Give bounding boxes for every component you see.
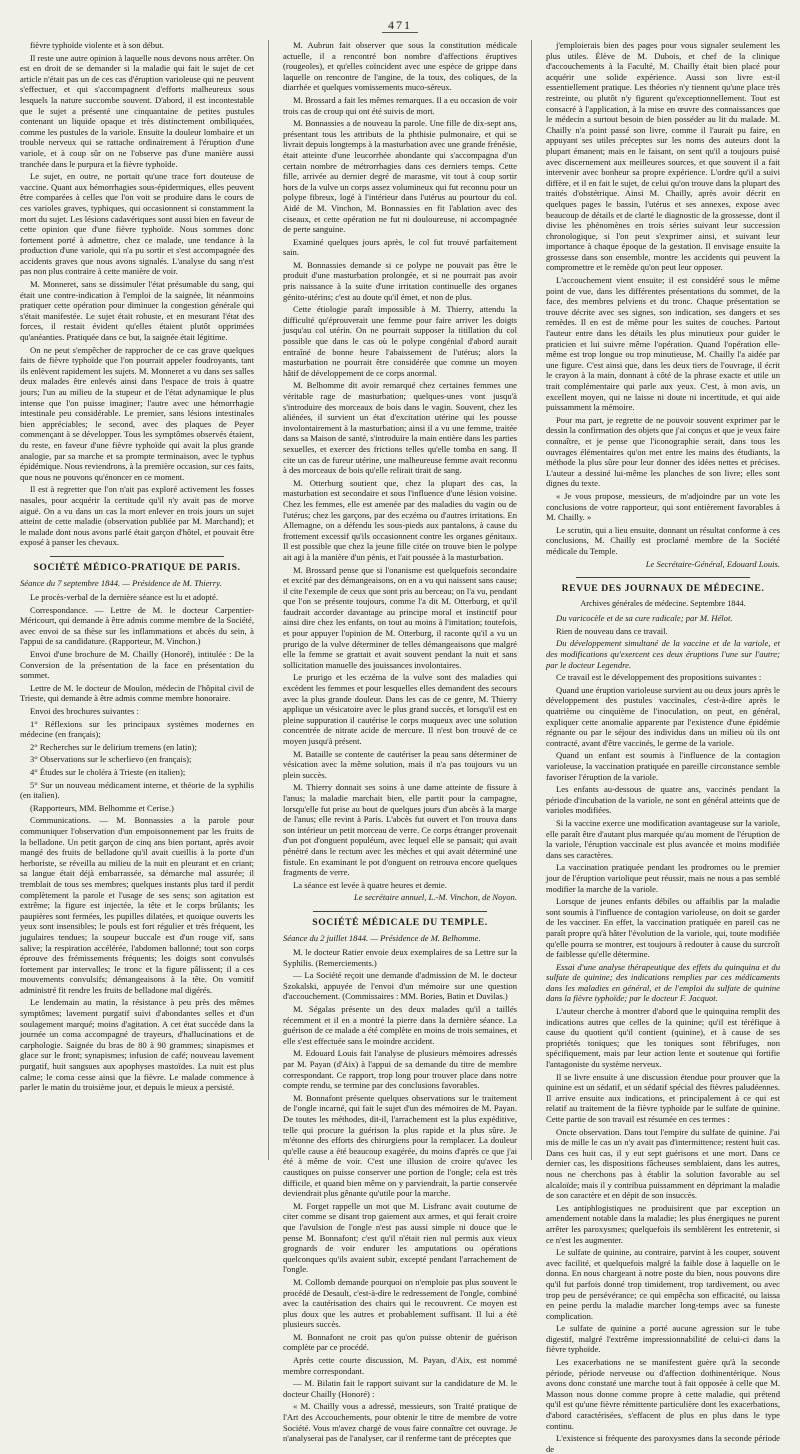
page-number: 471 bbox=[20, 18, 780, 36]
paragraph: M. le docteur Ratier envoie deux exemplaires de sa Lettre sur la Syphilis. (Remerciements.) bbox=[283, 947, 517, 968]
paragraph: 3° Observations sur le scherlievo (en français); bbox=[30, 754, 192, 765]
paragraph: — La Société reçoit une demande d'admission de M. le docteur Szokalski, appuyée de l'envoi d'un mémoire sur une question d'accouchement. (Commissaires : MM. Bories, Batin et Duvilas.) bbox=[283, 970, 517, 1002]
section-divider bbox=[576, 577, 750, 578]
column-1 bbox=[20, 40, 254, 1160]
paragraph: M. Edouard Louis fait l'analyse de plusieurs mémoires adressés par M. Payan (d'Aix) à l'appui de sa demande du titre de membre correspondant. Ce rapport, trop long pour trouver place dans notre compte rendu, se termine par des conclusions favorables. bbox=[283, 1048, 517, 1091]
paragraph: Le sulfate de quinine, au contraire, parvint à les couper, souvent avec facilité, et quelquefois malgré la faible dose à laquelle on le donna. En nous chargeant à notre poste du bien, nous pouvons dire qu'il fut parfois donné trop timidement, trop tardivement, ou avec trop peu de persévérance; ce qui empêcha son efficacité, ou laissa en peine perdu la maladie marcher long-temps avec sa funeste complication. bbox=[546, 1247, 780, 1321]
paragraph: Le prurigo et les eczéma de la vulve sont des maladies qui excèdent les femmes et pour lesquelles elles demandent des secours avec la plus grande douleur. Dans les cas de ce genre, M. Thierry applique un vésicatoire avec le plus grand succès, et lorsqu'il est en pleine suppuration il cautérise le corps muqueux avec une solution concentrée de nitrate acide de mercure. Il n'est bon trouvé de ce moyen jusqu'à présent. bbox=[283, 672, 517, 746]
paragraph: Les antiphlogistiques ne produisirent que par exception un amendement notable dans la maladie; les plus énergiques ne purent arrêter les paroxysmes; quelquefois ils semblèrent les entretenir, si ce n'est les augmenter. bbox=[546, 1202, 780, 1245]
paragraph: Le lendemain au matin, la résistance à peu près des mêmes symptômes; lavement purgatif suivi d'abondantes selles et d'un soulagement marqué; moins d'agitation. A cet état succède dans la journée un coma accompagné de trayeurs, d'hallucinations et de carphologie. Saignée du bras de 80 à 90 grammes; sinapismes et glace sur le front; synapismes; infusion de café; nouveau lavement purgatif, huit sangsues aux apophyses mastoïdes. La nuit est plus calme; le coma cesse ainsi que la fièvre. Le malade commence à parler le matin du troisième jour, et depuis le mieux a persisté. bbox=[20, 997, 254, 1093]
paragraph: 2° Recherches sur le delirium tremens (en latin); bbox=[30, 741, 197, 752]
paragraph: Le procès-verbal de la dernière séance est lu et adopté. bbox=[30, 592, 219, 603]
paragraph: La séance est levée à quatre heures et demie. bbox=[293, 879, 447, 890]
paragraph: Il reste une autre opinion à laquelle nous devons nous arrêter. On est en droit de se demander si la maladie qui fait le sujet de cet article n'était pas un de ces cas d'éruption varioleuse qui ne peuvent s'effectuer, et qui s'accompagnent d'efforts malheureux sous lesquels la nature succombe souvent. D'abord, il est incontestable que le sujet a présenté une cinquantaine de petites pustules contenant un liquide opaque et très distinctement ombiliquées, comme les pustules de la variole. Ensuite la douleur lombaire et un trouble nerveux qui se rattache ordinairement à l'éruption d'une variole, et à coup sûr on ne l'observe pas d'une manière aussi tranchée dans le purpura et la fièvre typhoïde. bbox=[20, 52, 254, 169]
paragraph: M. Forget rappelle un mot que M. Lisfranc avait coutume de citer comme se disant trop gaiement aux armes, et qui ferait croire que l'avulsion de l'ongle n'est pas aussi simple ni douce que le pense M. Bonnafont; c'est qu'il n'était rien nul permis aux vieux grognards de voir endurer les amputations ou opérations quelconques qu'ils avaient subir, excepté pendant l'arrachement de l'ongle. bbox=[283, 1200, 517, 1275]
paragraph: Quand une éruption varioleuse survient au ou deux jours après le développement des pustules vaccinales, c'est-à-dire après le quatrième ou cinquième de l'inoculation, on peut, en général, expliquer cette anomalie apparente par l'existence d'une épidémie régnante ou par le séjour des individus dans un milieu où ils ont contracté, avant d'être vaccinés, le germe de la variole. bbox=[546, 684, 780, 748]
section-divider bbox=[313, 911, 487, 912]
paragraph: « Je vous propose, messieurs, de m'adjoindre par un vote les conclusions de votre rapporteur, qui sont entièrement favorables à M. Chailly. » bbox=[546, 490, 780, 523]
paragraph: « M. Chailly vous a adressé, messieurs, son Traité pratique de l'Art des Accouchements, pour obtenir le titre de membre de votre Société. Vous m'avez chargé de vous faire connaître cet ouvrage. Je n'analyserai pas de l'analyser, car il renferme tant de préceptes que bbox=[283, 1401, 517, 1444]
paragraph: La vaccination pratiquée pendant les prodromes ou le premier jour de l'éruption variolique peut réussir, mais ne nous a pas semblé modifier la marche de la variole. bbox=[546, 862, 780, 894]
paragraph: Cette étiologie paraît impossible à M. Thierry, attendu la difficulté qu'éprouverait une femme pour faire arriver les doigts jusqu'au col utérin. On ne pourrait supposer la titillation du col possible que dans le cas où le polype congénial d'abord aurait entraîné de bonne heure l'abaissement de l'utérus; alors la masturbation ne pourrait être considérée que comme un moyen hâtif de développement de ce corps anormal. bbox=[283, 304, 517, 378]
paragraph: M. Monneret, sans se dissimuler l'état présumable du sang, qui était une contre-indication à l'emploi de la saignée, lit néanmoins pratiquer cette opération pour diminuer la congestion générale qui s'était manifestée. Le sujet était robuste, et en mesurant l'état des forces, il restait évident qu'elles étaient plutôt opprimées qu'anéanties. Pratiquée dans ce but, la saignée était légitime. bbox=[20, 279, 254, 343]
paragraph: M. Collomb demande pourquoi on n'emploie pas plus souvent le procédé de Desault, c'est-à-dire le redressement de l'ongle, combiné avec la cautérisation des chairs qui le recouvrent. Ce moyen est plus doux que les autres et probablement suffisant. Il lui a été plusieurs succès. bbox=[283, 1276, 517, 1330]
paragraph: Communications. — M. Bonnassies a la parole pour communiquer l'observation d'un empoisonnement par les fruits de la belladone. Un petit garçon de cinq ans bien portant, après avoir mangé des fruits de belladone qu'il avait cueillis à la porte d'un herboriste, se réveilla au milieu de la nuit en pleurant et en criant; sa langue était déjà embarrassée, sa démarche mal assurée; il tremblait de tous ses membres; quelques instants plus tard il perdit complètement la parole et l'usage de ses sens; son agitation est extrême; la figure est injectée, la tête et le corps brûlants; les paupières sont fermées, les pupilles dilatées, et quoique ouverts les yeux sont insensibles; le pouls est fort régulier et très fréquent, les jugulaires tendues; la soupeur buccale est d'un rouge vif, sans salive; la respiration accélérée, l'abdomen ballonné; tout son corps éprouve des frémissements fréquents; les doigts sont convulsés fortement par intervalles; le tronc et la figure pâlissent; il a ces mouvements convulsifs; démangeaisons à la tête. On vomitif administré fit rendre les fruits de belladone mal digérés. bbox=[20, 815, 254, 995]
columns bbox=[20, 40, 780, 1454]
column-3 bbox=[546, 40, 780, 1454]
paragraph: M. Bonnassies a de nouveau la parole. Une fille de dix-sept ans, présentant tous les attributs de la phthisie pulmonaire, et qui se livrait depuis longtemps à la masturbation avec une grande frénésie, était atteinte d'une leucorrhée abondante qui s'accompagna d'un certain nombre de métrorrhagies dans ces derniers temps. Cette fille, arrivée au dernier degré de marasme, vit tout à coup sortir hors de la vulve un corps assez volumineux qui fut reconnu pour un polype fibreux, logé à l'intérieur dans l'utérus au pourtour du col. Aidé de M. Vinchon, M. Bonnassies en fit l'ablation avec des ciseaux, et cette opération ne fut ni douloureuse, ni accompagnée de perte sanguine. bbox=[283, 118, 517, 235]
paragraph: Le scrutin, qui a lieu ensuite, donnant un résultat conforme à ces conclusions, M. Chailly est proclamé membre de la Société médicale du Temple. bbox=[546, 524, 780, 556]
paragraph: Oncte observation. Dans tout l'empire du sulfate de quinine. J'ai mis de mille le cas un n'y avait pas d'intermittence; restent huit cas. Dans ces huit cas, il y eut sept guérisons et une mort. Dans ce dernier cas, les dispositions fâcheuses semblaient, dans les autres, nous ne cherchons pas à établir la solution favorable au sel alcaloïde; mais il y contribua puissamment en déprimant la maladie de son caractère et en dépit de son insuccès. bbox=[546, 1126, 780, 1201]
paragraph: 5° Sur un nouveau médicament interne, et théorie de la syphilis (en italien). bbox=[20, 779, 254, 801]
paragraph: M. Belhomme dit avoir remarqué chez certaines femmes une véritable rage de masturbation; quelques-unes vont jusqu'à s'introduire des morceaux de bois dans le vagin. Souvent, chez les aliénées, il survient un état d'excitation utérine qui les pousse involontairement à la masturbation; ainsi il a vu une femme, traitée dans sa Maison de santé, s'introduire la main entière dans les parties sexuelles, et exercer des frictions telles qu'elle tomba en sang. Il cite un cas de fureur utérine, une malheureuse femme avait reconnu à des morceaux de bois qu'elle relirait tirait de sang. bbox=[283, 380, 517, 476]
column-separator bbox=[531, 40, 532, 1160]
article-title: Du varicocèle et de sa cure radicale; par M. Hélot. bbox=[556, 613, 733, 624]
section-title: SOCIÉTÉ MÉDICALE DU TEMPLE. bbox=[312, 916, 488, 928]
paragraph: L'accouchement vient ensuite; il est considéré sous le même point de vue, dans les différentes présentations du sommet, de la face, des membres pelviens et du tronc. Chaque présentation se trouve décrite avec ses signes, son indication, ses dangers et ses remèdes. Il en est de même pour les suites de couches. Partout l'auteur entre dans les détails les plus minutieux pour guider le praticien et lui suivre même l'opération. Quand l'opération elle-même est trop longue ou trop minutieuse, M. Chailly l'a aidée par une figure. C'est ainsi que, dans les deux tiers de l'ouvrage, il écrit le crayon à la main, donnant à côté de la phrase exacte et utile un trait complémentaire qui parle aux yeux. C'est, à mon avis, un excellent moyen, qui ne laisse ni doute ni incertitude, et qui aide puissamment la mémoire. bbox=[546, 275, 780, 413]
section-divider bbox=[50, 556, 224, 557]
paragraph: Les exacerbations ne se manifestent guère qu'à la seconde période, période nerveuse ou d'affection dothinentérique. Nous avons donc constaté une marche tout à fait opposée à celle que M. Masson nous donne comme propre à cette maladie, qui prétend qu'il est qu'une fièvre rémittente particulière dont les exacerbations, d'abord caractérisées, s'effacent de plus en plus dans le type continu. bbox=[546, 1357, 780, 1431]
paragraph: Quand un enfant est soumis à l'influence de la contagion varioleuse, la vaccination pratiquée en pareille circonstance semble favoriser l'éruption de la variole. bbox=[546, 750, 780, 782]
paragraph: Envoi des brochures suivantes : bbox=[30, 706, 139, 717]
paragraph: Après cette courte discussion, M. Payan, d'Aix, est nommé membre correspondant. bbox=[283, 1355, 517, 1376]
paragraph: Il se livre ensuite à une discussion étendue pour prouver que la quinine est un sédatif, et un sédatif spécial des fièvres paludéennes. Il arrive ensuite aux indications, et principalement à ce qui est relatif au traitement de la fièvre typhoïde par le sulfate de quinine. Cette partie de son travail est résumée en ces termes : bbox=[546, 1071, 780, 1124]
paragraph: Le sujet, en outre, ne portait qu'une trace fort douteuse de vaccine. Quant aux hémorrhagies sous-épidermiques, elles peuvent être comparées à celles que l'on voit se produire dans le cours de ces varioles graves, typhiques, qui occasionnent si constamment la mort du sujet. Les lésions cadavériques sont aussi bien en faveur de cette opinion que d'une fièvre typhoïde. Nous sommes donc fortement porté à admettre, chez ce malade, une tendance à la production d'une variole, qui n'a pu sortir et s'est accompagnée des accidents graves que nous avons signalés. L'analyse du sang n'est pas non plus contraire à cette manière de voir. bbox=[20, 171, 254, 277]
paragraph: Lettre de M. le docteur de Moulon, médecin de l'hôpital civil de Trieste, qui demande à être admis comme membre honoraire. bbox=[20, 682, 254, 704]
paragraph: j'emploierais bien des pages pour vous signaler seulement les plus utiles. Élève de M. Dubois, et chef de la clinique d'accouchements à la Faculté, M. Chailly était bien placé pour acquérir une solide expérience. Aussi son livre est-il essentiellement pratique. Les théories n'y tiennent qu'une place très restreinte, ou plutôt n'y figurent qu'exceptionnellement. Tout est consacré à l'application, à la mise en œuvre des connaissances que le médecin a surtout besoin de bien posséder au lit du malade. M. Chailly n'a point passé son livre, comme il l'aurait pu faire, en appuyant ses utiles préceptes sur les noms des auteurs dont la plupart émanent; mais en le faisant, on sent qu'il a toujours puisé avec discernement aux meilleures sources, et que souvent il a fait intervenir avec bonheur sa propre expérience. L'ordre qu'il a suivi diffère, et il en fait le sujet, de celui qu'on trouve dans la plupart des traités d'obstétrique. Ainsi M. Chailly, après avoir décrit en quelques pages le bassin, l'utérus et ses annexes, expose avec beaucoup de détails et de clarté le diagnostic de la grossesse, dont il divise les phénomènes en trois séries suivant leur succession chronologique, si l'on peut s'exprimer ainsi, et suivant leur importance à chaque époque de la gestation. Il envisage ensuite la grossesse dans son ensemble, montre les accidents qui peuvent la compromettre et le remède qu'on peut leur opposer. bbox=[546, 40, 780, 273]
paragraph: — M. Bilatin fait le rapport suivant sur la candidature de M. le docteur Chailly (Honoré) : bbox=[283, 1378, 517, 1399]
article-title: Essai d'une analyse thérapeutique des effets du quinquina et du sulfate de quinine; des indications remplies par ces médicaments dans les maladies en général, et de l'emploi du sulfate de quinine dans la fièvre typhoïde; par le docteur F. Jacquot. bbox=[546, 961, 780, 1004]
paragraph: M. Thierry donnait ses soins à une dame atteinte de fissure à l'anus; la maladie marchait bien, elle partit pour la campagne, lorsqu'elle fut prise au bout de quelques jours d'un abcès à la marge de l'anus; elle revint à Paris. L'abcès fut ouvert et l'on trouva dans son intérieur un petit morceau de verre. Ce corps étranger provenait d'un pot d'onguent populéum, avec lequel elle se pansait; qui avait pénétré dans le rectum avec les mèches et qui avait déterminé une fistule. En examinant le pot d'onguent on retrouva encore quelques fragments de verre. bbox=[283, 782, 517, 878]
paragraph: M. Bonnafont ne croit pas qu'on puisse obtenir de guérison complète par ce procédé. bbox=[283, 1331, 517, 1353]
column-separator bbox=[268, 40, 269, 1160]
paragraph: L'existence si fréquente des paroxysmes dans la seconde période de bbox=[546, 1433, 780, 1454]
paragraph: Envoi d'une brochure de M. Chailly (Honoré), intitulée : De la Conversion de la présentation de la face en présentation du sommet. bbox=[20, 649, 254, 681]
seance-line: Séance du 2 juillet 1844. — Présidence de M. Belhomme. bbox=[283, 932, 481, 943]
seance-line: Séance du 7 septembre 1844. — Présidence de M. Thierry. bbox=[20, 577, 222, 588]
paragraph: Il est à regretter que l'on n'ait pas exploré activement les fosses nasales, pour acquérir la certitude qu'il n'y avait pas de morve aiguë. On a vu dans un cas la mort enlever en trois jours un sujet atteint de cette maladie (observation publiée par M. Marchand); et le malade dont nous avons parlé était garçon d'hôtel, et pouvait être exposé à panser les chevaux. bbox=[20, 484, 254, 548]
journal-line: Archives générales de médecine. Septembre 1844. bbox=[580, 598, 746, 608]
paragraph: M. Aubrun fait observer que sous la constitution médicale actuelle, il a rencontré bon nombre d'affections éruptives (rougeoles), et qu'elles coïncident avec une espèce de grippe dans laquelle on rencontre de l'angine, de la toux, des coliques, de la diarrhée et quelques vomissements muco-séreux. bbox=[283, 40, 517, 93]
section-title: SOCIÉTÉ MÉDICO-PRATIQUE DE PARIS. bbox=[33, 561, 241, 573]
paragraph: 1° Réflexions sur les principaux systèmes modernes en médecine (en français); bbox=[20, 718, 254, 740]
paragraph: M. Bataille se contente de cautériser la peau sans déterminer de vésication avec la même solution, mais il n'a pas toujours vu un plein succès. bbox=[283, 748, 517, 780]
section-title: REVUE DES JOURNAUX DE MÉDECINE. bbox=[561, 583, 765, 595]
paragraph: Si la vaccine exerce une modification avantageuse sur la variole, elle paraît être d'autant plus marquée qu'au moment de l'éruption de la variole, l'éruption vaccinale est plus avancée et moins modifiée dans ses caractères. bbox=[546, 817, 780, 860]
paragraph: Pour ma part, je regrette de ne pouvoir souvent exprimer par le dessin la confirmation des objets que j'ai conçus et que je veux faire connaître, et je pense que l'iconographie serait, dans tous les ouvrages élémentaires qu'on met entre les mains des étudiants, la méthode la plus sûre pour leur donner des idées nettes et précises. L'auteur a dessiné lui-même les planches de son livre; elles sont dignes du texte. bbox=[546, 414, 780, 489]
paragraph: M. Brossard a fait les mêmes remarques. Il a eu occasion de voir trois cas de croup qui ont été suivis de mort. bbox=[283, 94, 517, 116]
paragraph: Examiné quelques jours après, le col fut trouvé parfaitement sain. bbox=[283, 236, 517, 258]
paragraph: (Rapporteurs, MM. Belhomme et Cerise.) bbox=[30, 802, 174, 813]
paragraph: M. Otterburg soutient que, chez la plupart des cas, la masturbation est secondaire et sous l'influence d'une lésion voisine. Chez les femmes, elle est amenée par des maladies du vagin ou de l'utérus; chez les garçons, par des eczéma ou d'autres irritations. En Allemagne, on a défendu les sous-pieds aux pantalons, à cause du frottement excessif qu'ils occasionnent contre les organes génitaux. Il est possible que chez la jeune fille citée on trouve bien le polype ait agi à la manière d'un pénis, et l'ait poussée à la masturbation. bbox=[283, 477, 517, 562]
signature: Le secrétaire annuel, L.-M. Vinchon, de Noyon. bbox=[353, 892, 517, 903]
paragraph: L'auteur cherche à montrer d'abord que le quinquina remplit des indications autres que celles de la quinine; qu'il est téréfique à cause du quotient qu'il contient (quinine), et à cause de ses propriétés toniques; que les toniques sont fébrifuges, non spécifiquement, mais par leur action lente et soutenue qui fortifie l'antagoniste du système nerveux. bbox=[546, 1006, 780, 1070]
paragraph: Lorsque de jeunes enfants débiles ou affaiblis par la maladie sont soumis à l'influence de contagion varioleuse, on doit se garder de les vacciner. En effet, la vaccination pratiquée en pareil cas ne paraît propre qu'à hâter l'évolution de la variole, qui, toute modifiée qu'elle pourra se montrer, est toujours à redouter à cause du surcroît de faiblesse qu'elle détermine. bbox=[546, 896, 780, 960]
paragraph: fièvre typhoïde violente et à son début. bbox=[30, 40, 164, 50]
paragraph: Le sulfate de quinine a porté aucune agression sur le tube digestif, malgré l'extrême impressionnabilité de celui-ci dans la fièvre typhoïde. bbox=[546, 1323, 780, 1355]
paragraph: M. Ségalas présente un des deux malades qu'il a taillés récemment et il en a montré la pierre dans la dernière séance. La guérison de ce malade a été complète en moins de trois semaines, et elle s'est effectuée sans le moindre accident. bbox=[283, 1004, 517, 1046]
paragraph: 4° Études sur le choléra à Trieste (en italien); bbox=[30, 767, 186, 777]
paragraph: Ce travail est le développement des propositions suivantes : bbox=[556, 672, 762, 683]
paragraph: M. Bonnafont présente quelques observations sur le traitement de l'ongle incarné, qui fait le sujet d'un des mémoires de M. Payan. De toutes les méthodes, dit-il, l'arrachement est la plus expéditive, telle qui procure la guérison la plus rapide et la plus sûre. Je m'étonne des efforts des chirurgiens pour la remplacer. La douleur qu'elle cause a été beaucoup exagérée, du moins d'après ce que j'ai été à même de voir. C'est une illusion de croire qu'avec les caustiques on puisse conserver une portion de l'ongle; cela est très difficile, et quand bien même on y parviendrait, la partie conservée deviendrait plus gênante qu'utile pour la marche. bbox=[283, 1092, 517, 1199]
paragraph: Les enfants au-dessous de quatre ans, vaccinés pendant la période d'incubation de la variole, ne sont en général atteints que de varioles modifiées. bbox=[546, 784, 780, 816]
article-title: Du développement simultané de la vaccine et de la variole, et des modifications qu'exercent ces deux éruptions l'une sur l'autre; par le docteur Legendre. bbox=[546, 638, 780, 670]
paragraph: On ne peut s'empêcher de rapprocher de ce cas grave quelques faits de fièvre typhoïde que l'on pourrait appeler foudroyants, tant ils enlèvent rapidement les sujets. M. Monneret a vu dans ses salles deux malades être enlevés ainsi dans l'espace de trois à quatre jours; l'un au milieu de la stupeur et de l'état adynamique le plus intense que l'on puisse imaginer; l'autre avec une hémorrhagie intestinale peu considérable. Le premier, sans lésions intestinales bien appréciables; le second, avec des plaques de Peyer commençant à se développer. Tous les symptômes observés étaient, du reste, en faveur d'une fièvre typhoïde qui avait la plus grande analogie, par sa marche et sa prompte terminaison, avec le typhus épidémique. Nous reviendrons, à la première occasion, sur ces faits, que nous ne pouvons qu'énoncer en ce moment. bbox=[20, 344, 254, 482]
paragraph: Rien de nouveau dans ce travail. bbox=[556, 625, 668, 636]
paragraph: M. Brossard pense que si l'onanisme est quelquefois secondaire et excité par des démangeaisons, on en a vu qui naissent sans cause; il cite l'exemple de ceux que sont pris au berceau; on l'a vu, pendant que l'on se présente toujours, comme l'a dit M. Otterburg, et qu'il faudrait accorder davantage au principe moral et instinctif pour ainsi dire chez les enfants, on tout au moins à l'imitation; toutefois, et pour appuyer l'opinion de M. Otterburg, il raconte qu'il a vu un prurigo de la vulve déterminer de telles démangeaisons que malgré elle la femme se grattait et avait souvent pendant la nuit et sans sollicitation manuelle des jouissances involontaires. bbox=[283, 564, 517, 670]
column-2 bbox=[283, 40, 517, 1444]
paragraph: Correspondance. — Lettre de M. le docteur Carpentier-Méricourt, qui demande à être admis comme membre de la Société, avec envoi de sa thèse sur les inflammations et abcès du sein, à l'appui de sa candidature. (Rapporteur, M. Vinchon.) bbox=[20, 604, 254, 647]
signature: Le Secrétaire-Général, Edouard Louis. bbox=[645, 558, 780, 569]
paragraph: M. Bonnassies demande si ce polype ne pouvait pas être le produit d'une masturbation prolongée, et si ne pourrait pas avoir pris naissance à la suite d'une irritation continuelle des organes génito-utérins; c'est au doute qu'il émet, et non de plus. bbox=[283, 259, 517, 302]
